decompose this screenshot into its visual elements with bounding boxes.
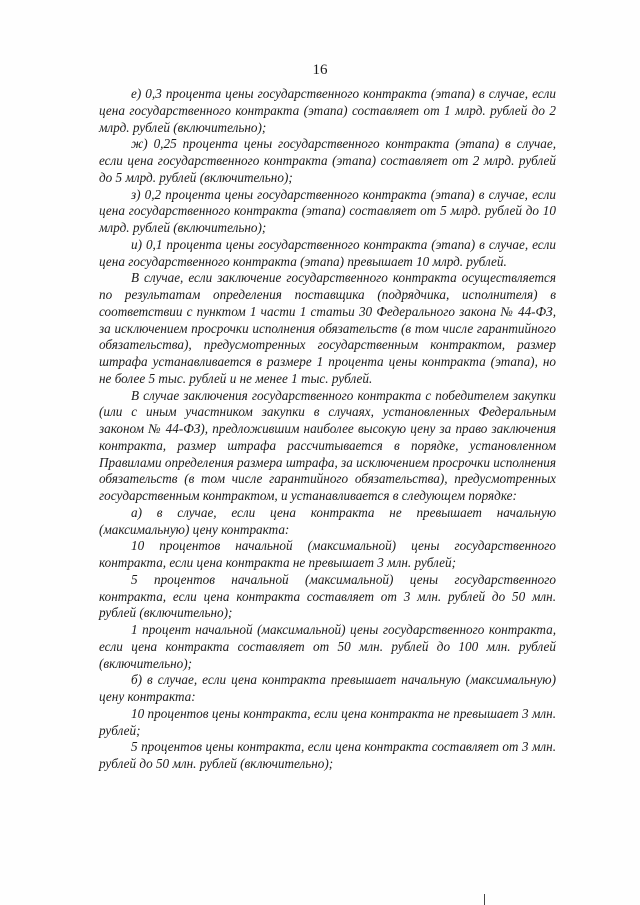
paragraph-b-10-percent: 10 процентов цены контракта, если цена контракта не превышает 3 млн. рублей; [99, 705, 556, 738]
paragraph-article-30-case: В случае, если заключение государственного контракта осуществляется по результатам определения поставщика (подрядчика, исполнителя) в соответствии с пунктом 1 части 1 статьи 30 Федерального закона № 44-ФЗ, за исключением просрочки исполнения обязательств (в том числе гарантийного обязательства), предусмотренных государственным контрактом, размер штрафа устанавливается в размере 1 процента цены контракта (этапа), но не более 5 тыс. рублей и не менее 1 тыс. рублей. [99, 270, 556, 386]
page-number: 16 [312, 62, 328, 78]
paragraph-a-5-percent: 5 процентов начальной (максимальной) цены государственного контракта, если цена контракта составляет от 3 млн. рублей до 50 млн. рублей (включительно); [99, 571, 556, 621]
paragraph-highest-price-case: В случае заключения государственного контракта с победителем закупки (или с иным участником закупки в случаях, установленных Федеральным законом № 44-ФЗ), предложившим наиболее высокую цену за право заключения контракта, размер штрафа рассчитывается в порядке, установленном Правилами определения размера штрафа, за исключением просрочки исполнения обязательств (в том числе гарантийного обязательства), предусмотренных государственным контрактом, и устанавливается в следующем порядке: [99, 387, 556, 503]
paragraph-clause-b: б) в случае, если цена контракта превышает начальную (максимальную) цену контракта: [99, 672, 556, 704]
paragraph-clause-zh: ж) 0,25 процента цены государственного контракта (этапа) в случае, если цена государственного контракта (этапа) составляет от 2 млрд. рублей до 5 млрд. рублей (включительно); [99, 136, 556, 185]
paragraph-a-10-percent: 10 процентов начальной (максимальной) цены государственного контракта, если цена контракта не превышает 3 млн. рублей; [99, 538, 556, 570]
paragraph-clause-e: е) 0,3 процента цены государственного контракта (этапа) в случае, если цена государственного контракта (этапа) составляет от 1 млрд. рублей до 2 млрд. рублей (включительно); [99, 86, 556, 135]
paragraph-a-1-percent: 1 процент начальной (максимальной) цены государственного контракта, если цена контракта составляет от 50 млн. рублей до 100 млн. рублей (включительно); [99, 622, 556, 671]
paragraph-clause-a: а) в случае, если цена контракта не превышает начальную (максимальную) цену контракта: [99, 504, 556, 537]
scan-edge-mark [484, 894, 485, 905]
paragraph-clause-z: з) 0,2 процента цены государственного контракта (этапа) в случае, если цена государственного контракта (этапа) составляет от 5 млрд. рублей до 10 млрд. рублей (включительно); [99, 186, 556, 235]
paragraph-b-5-percent: 5 процентов цены контракта, если цена контракта составляет от 3 млн. рублей до 50 млн. рублей (включительно); [99, 739, 556, 771]
document-body [99, 86, 556, 773]
paragraph-clause-i: и) 0,1 процента цены государственного контракта (этапа) в случае, если цена государственного контракта (этапа) превышает 10 млрд. рублей. [99, 236, 556, 269]
